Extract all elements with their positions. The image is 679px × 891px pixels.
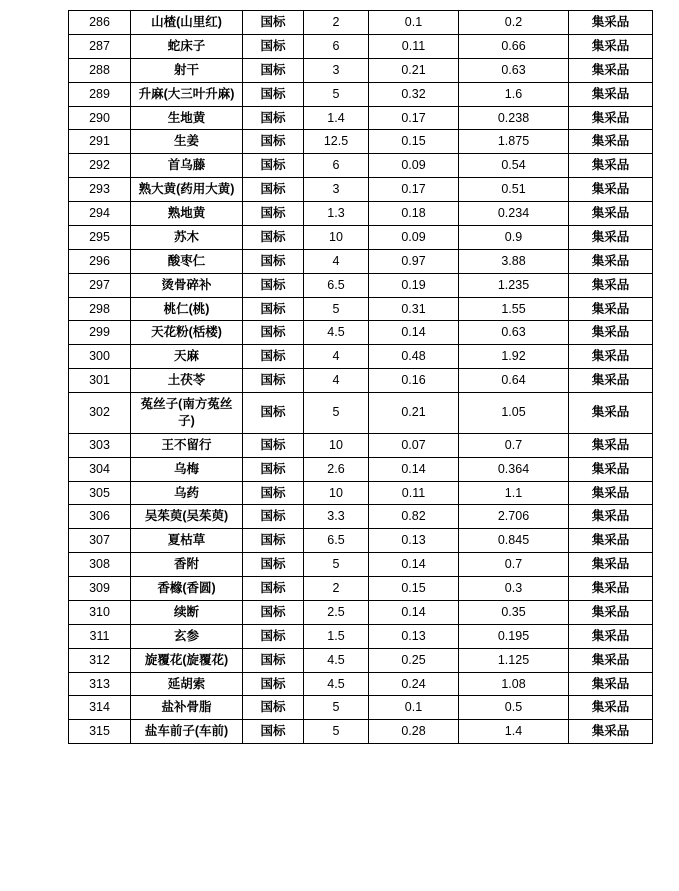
cell-standard: 国标 bbox=[243, 600, 304, 624]
cell-type: 集采品 bbox=[569, 624, 653, 648]
cell-standard: 国标 bbox=[243, 720, 304, 744]
cell-type: 集采品 bbox=[569, 58, 653, 82]
table-row bbox=[69, 648, 653, 672]
table-row bbox=[69, 433, 653, 457]
table-row bbox=[69, 82, 653, 106]
cell-name: 续断 bbox=[131, 600, 243, 624]
cell-type: 集采品 bbox=[569, 321, 653, 345]
cell-type: 集采品 bbox=[569, 345, 653, 369]
cell-type: 集采品 bbox=[569, 106, 653, 130]
cell-name: 天麻 bbox=[131, 345, 243, 369]
cell-quantity: 1.3 bbox=[304, 202, 369, 226]
table-row bbox=[69, 178, 653, 202]
cell-price: 0.07 bbox=[369, 433, 459, 457]
cell-quantity: 6 bbox=[304, 34, 369, 58]
cell-price: 0.25 bbox=[369, 648, 459, 672]
cell-index: 306 bbox=[69, 505, 131, 529]
cell-type: 集采品 bbox=[569, 720, 653, 744]
cell-quantity: 3 bbox=[304, 178, 369, 202]
cell-amount: 0.64 bbox=[459, 369, 569, 393]
cell-standard: 国标 bbox=[243, 321, 304, 345]
cell-price: 0.21 bbox=[369, 393, 459, 434]
cell-index: 308 bbox=[69, 553, 131, 577]
cell-standard: 国标 bbox=[243, 433, 304, 457]
cell-index: 298 bbox=[69, 297, 131, 321]
table-row bbox=[69, 11, 653, 35]
cell-amount: 1.125 bbox=[459, 648, 569, 672]
cell-name: 土茯苓 bbox=[131, 369, 243, 393]
table-row bbox=[69, 553, 653, 577]
cell-amount: 0.54 bbox=[459, 154, 569, 178]
cell-index: 315 bbox=[69, 720, 131, 744]
cell-type: 集采品 bbox=[569, 178, 653, 202]
cell-index: 289 bbox=[69, 82, 131, 106]
cell-name: 烫骨碎补 bbox=[131, 273, 243, 297]
cell-price: 0.18 bbox=[369, 202, 459, 226]
cell-price: 0.31 bbox=[369, 297, 459, 321]
cell-name: 盐车前子(车前) bbox=[131, 720, 243, 744]
cell-standard: 国标 bbox=[243, 369, 304, 393]
cell-amount: 1.55 bbox=[459, 297, 569, 321]
cell-type: 集采品 bbox=[569, 130, 653, 154]
cell-type: 集采品 bbox=[569, 672, 653, 696]
cell-name: 酸枣仁 bbox=[131, 249, 243, 273]
cell-type: 集采品 bbox=[569, 34, 653, 58]
cell-standard: 国标 bbox=[243, 106, 304, 130]
cell-quantity: 3.3 bbox=[304, 505, 369, 529]
table-row bbox=[69, 297, 653, 321]
table-row bbox=[69, 529, 653, 553]
cell-standard: 国标 bbox=[243, 672, 304, 696]
cell-quantity: 10 bbox=[304, 225, 369, 249]
cell-index: 294 bbox=[69, 202, 131, 226]
table-row bbox=[69, 624, 653, 648]
cell-type: 集采品 bbox=[569, 11, 653, 35]
cell-amount: 0.51 bbox=[459, 178, 569, 202]
cell-type: 集采品 bbox=[569, 249, 653, 273]
cell-type: 集采品 bbox=[569, 202, 653, 226]
cell-price: 0.15 bbox=[369, 577, 459, 601]
table-body bbox=[69, 11, 653, 744]
cell-index: 297 bbox=[69, 273, 131, 297]
cell-price: 0.09 bbox=[369, 154, 459, 178]
cell-type: 集采品 bbox=[569, 577, 653, 601]
cell-type: 集采品 bbox=[569, 505, 653, 529]
cell-quantity: 6 bbox=[304, 154, 369, 178]
cell-amount: 0.364 bbox=[459, 457, 569, 481]
cell-quantity: 5 bbox=[304, 553, 369, 577]
cell-price: 0.15 bbox=[369, 130, 459, 154]
cell-name: 乌药 bbox=[131, 481, 243, 505]
cell-amount: 1.1 bbox=[459, 481, 569, 505]
cell-index: 305 bbox=[69, 481, 131, 505]
cell-index: 314 bbox=[69, 696, 131, 720]
cell-standard: 国标 bbox=[243, 696, 304, 720]
cell-type: 集采品 bbox=[569, 696, 653, 720]
cell-standard: 国标 bbox=[243, 297, 304, 321]
cell-standard: 国标 bbox=[243, 624, 304, 648]
cell-quantity: 1.5 bbox=[304, 624, 369, 648]
table-row bbox=[69, 577, 653, 601]
cell-price: 0.14 bbox=[369, 321, 459, 345]
cell-quantity: 3 bbox=[304, 58, 369, 82]
cell-index: 287 bbox=[69, 34, 131, 58]
cell-amount: 0.2 bbox=[459, 11, 569, 35]
table-row bbox=[69, 672, 653, 696]
cell-price: 0.24 bbox=[369, 672, 459, 696]
cell-amount: 1.92 bbox=[459, 345, 569, 369]
cell-quantity: 5 bbox=[304, 696, 369, 720]
cell-type: 集采品 bbox=[569, 433, 653, 457]
cell-index: 291 bbox=[69, 130, 131, 154]
cell-price: 0.09 bbox=[369, 225, 459, 249]
table-row bbox=[69, 457, 653, 481]
cell-index: 288 bbox=[69, 58, 131, 82]
cell-quantity: 4.5 bbox=[304, 648, 369, 672]
cell-standard: 国标 bbox=[243, 202, 304, 226]
cell-price: 0.97 bbox=[369, 249, 459, 273]
cell-price: 0.19 bbox=[369, 273, 459, 297]
cell-price: 0.14 bbox=[369, 553, 459, 577]
cell-amount: 0.35 bbox=[459, 600, 569, 624]
table-row bbox=[69, 154, 653, 178]
cell-type: 集采品 bbox=[569, 369, 653, 393]
cell-name: 香附 bbox=[131, 553, 243, 577]
cell-index: 303 bbox=[69, 433, 131, 457]
cell-quantity: 12.5 bbox=[304, 130, 369, 154]
cell-price: 0.17 bbox=[369, 178, 459, 202]
cell-standard: 国标 bbox=[243, 505, 304, 529]
cell-amount: 3.88 bbox=[459, 249, 569, 273]
table-row bbox=[69, 696, 653, 720]
cell-price: 0.14 bbox=[369, 600, 459, 624]
cell-quantity: 2.5 bbox=[304, 600, 369, 624]
cell-standard: 国标 bbox=[243, 11, 304, 35]
table-row bbox=[69, 393, 653, 434]
cell-name: 盐补骨脂 bbox=[131, 696, 243, 720]
cell-name: 射干 bbox=[131, 58, 243, 82]
cell-index: 292 bbox=[69, 154, 131, 178]
cell-amount: 0.7 bbox=[459, 433, 569, 457]
cell-standard: 国标 bbox=[243, 648, 304, 672]
table-row bbox=[69, 34, 653, 58]
cell-name: 蛇床子 bbox=[131, 34, 243, 58]
cell-amount: 0.845 bbox=[459, 529, 569, 553]
cell-name: 吴茱萸(吴茱萸) bbox=[131, 505, 243, 529]
cell-index: 293 bbox=[69, 178, 131, 202]
cell-type: 集采品 bbox=[569, 648, 653, 672]
table-row bbox=[69, 369, 653, 393]
cell-standard: 国标 bbox=[243, 345, 304, 369]
cell-type: 集采品 bbox=[569, 154, 653, 178]
cell-quantity: 2 bbox=[304, 11, 369, 35]
cell-index: 296 bbox=[69, 249, 131, 273]
cell-index: 304 bbox=[69, 457, 131, 481]
cell-standard: 国标 bbox=[243, 273, 304, 297]
cell-amount: 0.5 bbox=[459, 696, 569, 720]
cell-price: 0.32 bbox=[369, 82, 459, 106]
cell-amount: 0.195 bbox=[459, 624, 569, 648]
cell-amount: 1.6 bbox=[459, 82, 569, 106]
cell-quantity: 5 bbox=[304, 720, 369, 744]
cell-amount: 1.235 bbox=[459, 273, 569, 297]
cell-amount: 2.706 bbox=[459, 505, 569, 529]
cell-type: 集采品 bbox=[569, 273, 653, 297]
cell-name: 玄参 bbox=[131, 624, 243, 648]
cell-standard: 国标 bbox=[243, 58, 304, 82]
cell-price: 0.48 bbox=[369, 345, 459, 369]
cell-standard: 国标 bbox=[243, 457, 304, 481]
cell-type: 集采品 bbox=[569, 553, 653, 577]
cell-price: 0.28 bbox=[369, 720, 459, 744]
cell-name: 山楂(山里红) bbox=[131, 11, 243, 35]
table-row bbox=[69, 202, 653, 226]
cell-index: 302 bbox=[69, 393, 131, 434]
table-row bbox=[69, 225, 653, 249]
cell-type: 集采品 bbox=[569, 529, 653, 553]
cell-amount: 0.234 bbox=[459, 202, 569, 226]
cell-amount: 0.66 bbox=[459, 34, 569, 58]
cell-name: 延胡索 bbox=[131, 672, 243, 696]
cell-name: 生姜 bbox=[131, 130, 243, 154]
cell-name: 熟大黄(药用大黄) bbox=[131, 178, 243, 202]
cell-quantity: 2 bbox=[304, 577, 369, 601]
table-row bbox=[69, 345, 653, 369]
cell-type: 集采品 bbox=[569, 600, 653, 624]
table-row bbox=[69, 273, 653, 297]
cell-standard: 国标 bbox=[243, 130, 304, 154]
cell-standard: 国标 bbox=[243, 481, 304, 505]
cell-type: 集采品 bbox=[569, 225, 653, 249]
cell-standard: 国标 bbox=[243, 178, 304, 202]
cell-standard: 国标 bbox=[243, 529, 304, 553]
cell-quantity: 10 bbox=[304, 481, 369, 505]
cell-name: 旋覆花(旋覆花) bbox=[131, 648, 243, 672]
cell-price: 0.13 bbox=[369, 529, 459, 553]
cell-amount: 1.875 bbox=[459, 130, 569, 154]
cell-price: 0.11 bbox=[369, 481, 459, 505]
cell-type: 集采品 bbox=[569, 481, 653, 505]
cell-quantity: 10 bbox=[304, 433, 369, 457]
cell-index: 290 bbox=[69, 106, 131, 130]
cell-price: 0.11 bbox=[369, 34, 459, 58]
cell-index: 300 bbox=[69, 345, 131, 369]
cell-amount: 1.05 bbox=[459, 393, 569, 434]
cell-name: 桃仁(桃) bbox=[131, 297, 243, 321]
cell-amount: 1.4 bbox=[459, 720, 569, 744]
cell-index: 295 bbox=[69, 225, 131, 249]
table-row bbox=[69, 481, 653, 505]
cell-index: 313 bbox=[69, 672, 131, 696]
cell-quantity: 5 bbox=[304, 393, 369, 434]
cell-quantity: 4.5 bbox=[304, 321, 369, 345]
table-row bbox=[69, 505, 653, 529]
table-row bbox=[69, 720, 653, 744]
cell-quantity: 6.5 bbox=[304, 529, 369, 553]
cell-index: 309 bbox=[69, 577, 131, 601]
cell-type: 集采品 bbox=[569, 393, 653, 434]
cell-standard: 国标 bbox=[243, 553, 304, 577]
cell-price: 0.21 bbox=[369, 58, 459, 82]
cell-name: 王不留行 bbox=[131, 433, 243, 457]
cell-name: 首乌藤 bbox=[131, 154, 243, 178]
cell-index: 310 bbox=[69, 600, 131, 624]
cell-index: 299 bbox=[69, 321, 131, 345]
cell-price: 0.17 bbox=[369, 106, 459, 130]
cell-quantity: 5 bbox=[304, 297, 369, 321]
cell-amount: 0.7 bbox=[459, 553, 569, 577]
cell-type: 集采品 bbox=[569, 457, 653, 481]
cell-name: 菟丝子(南方菟丝子) bbox=[131, 393, 243, 434]
cell-amount: 0.63 bbox=[459, 58, 569, 82]
cell-amount: 0.3 bbox=[459, 577, 569, 601]
cell-index: 311 bbox=[69, 624, 131, 648]
cell-name: 天花粉(栝楼) bbox=[131, 321, 243, 345]
cell-index: 312 bbox=[69, 648, 131, 672]
cell-standard: 国标 bbox=[243, 393, 304, 434]
cell-quantity: 4 bbox=[304, 249, 369, 273]
cell-quantity: 1.4 bbox=[304, 106, 369, 130]
cell-standard: 国标 bbox=[243, 249, 304, 273]
cell-name: 升麻(大三叶升麻) bbox=[131, 82, 243, 106]
cell-name: 熟地黄 bbox=[131, 202, 243, 226]
cell-type: 集采品 bbox=[569, 82, 653, 106]
cell-amount: 0.63 bbox=[459, 321, 569, 345]
cell-standard: 国标 bbox=[243, 577, 304, 601]
cell-name: 苏木 bbox=[131, 225, 243, 249]
cell-amount: 1.08 bbox=[459, 672, 569, 696]
cell-index: 301 bbox=[69, 369, 131, 393]
cell-standard: 国标 bbox=[243, 34, 304, 58]
cell-standard: 国标 bbox=[243, 225, 304, 249]
cell-name: 生地黄 bbox=[131, 106, 243, 130]
cell-standard: 国标 bbox=[243, 82, 304, 106]
medicine-price-table bbox=[68, 10, 653, 744]
cell-standard: 国标 bbox=[243, 154, 304, 178]
cell-amount: 0.9 bbox=[459, 225, 569, 249]
cell-quantity: 5 bbox=[304, 82, 369, 106]
cell-quantity: 4 bbox=[304, 369, 369, 393]
cell-quantity: 6.5 bbox=[304, 273, 369, 297]
table-row bbox=[69, 249, 653, 273]
cell-amount: 0.238 bbox=[459, 106, 569, 130]
table-row bbox=[69, 106, 653, 130]
cell-index: 286 bbox=[69, 11, 131, 35]
cell-type: 集采品 bbox=[569, 297, 653, 321]
cell-price: 0.16 bbox=[369, 369, 459, 393]
cell-index: 307 bbox=[69, 529, 131, 553]
cell-price: 0.82 bbox=[369, 505, 459, 529]
cell-price: 0.13 bbox=[369, 624, 459, 648]
cell-quantity: 4 bbox=[304, 345, 369, 369]
cell-quantity: 2.6 bbox=[304, 457, 369, 481]
cell-price: 0.1 bbox=[369, 696, 459, 720]
cell-name: 夏枯草 bbox=[131, 529, 243, 553]
table-row bbox=[69, 600, 653, 624]
cell-quantity: 4.5 bbox=[304, 672, 369, 696]
cell-price: 0.14 bbox=[369, 457, 459, 481]
cell-name: 香橼(香圆) bbox=[131, 577, 243, 601]
table-row bbox=[69, 58, 653, 82]
cell-name: 乌梅 bbox=[131, 457, 243, 481]
cell-price: 0.1 bbox=[369, 11, 459, 35]
table-row bbox=[69, 321, 653, 345]
table-row bbox=[69, 130, 653, 154]
